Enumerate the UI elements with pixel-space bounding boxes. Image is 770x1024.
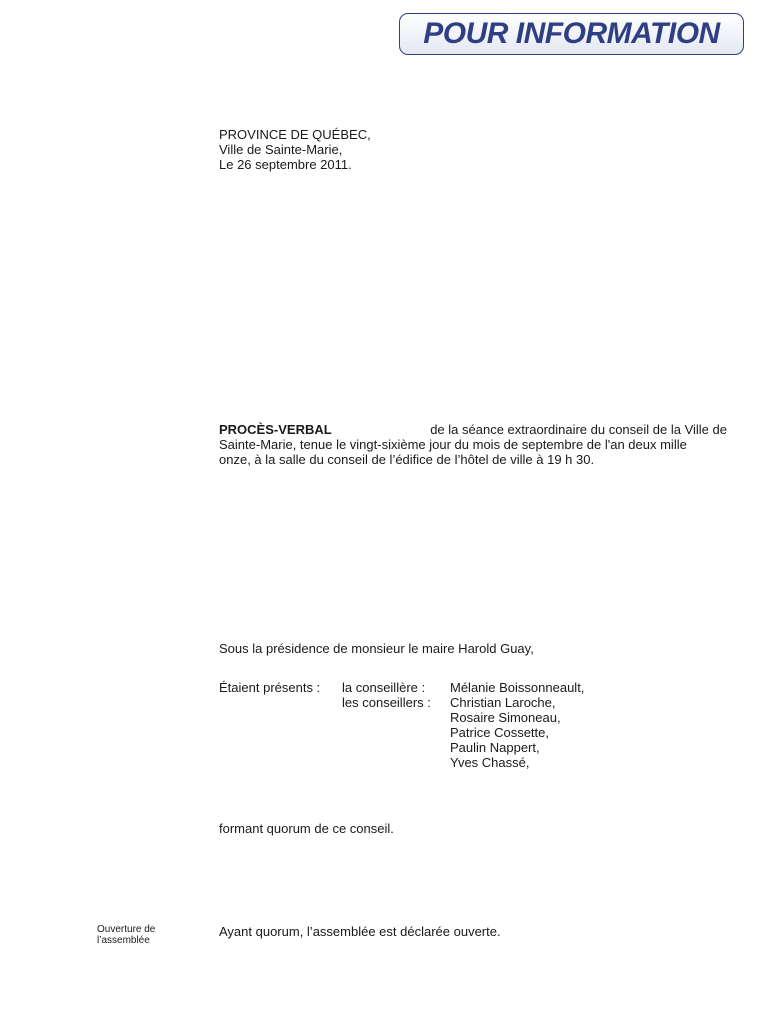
presents-roles [342, 680, 431, 710]
pv-line-3-text: onze, à la salle du conseil de l’édifice de l’hôtel de ville à 19 h 30. [219, 452, 595, 467]
opening-statement: Ayant quorum, l’assemblée est déclarée ouverte. [219, 924, 501, 939]
presents-members [450, 680, 584, 770]
pv-lead: PROCÈS-VERBAL [219, 422, 332, 437]
pv-line-2 [219, 437, 727, 452]
quorum-line: formant quorum de ce conseil. [219, 821, 394, 836]
document-header [219, 127, 371, 172]
member-name: Mélanie Boissonneault, [450, 680, 585, 695]
member-name: Christian Laroche, [450, 695, 556, 710]
pv-line-3 [219, 452, 727, 467]
member-name: Paulin Nappert, [450, 740, 540, 755]
pv-line-1 [219, 422, 727, 437]
header-date: Le 26 septembre 2011. [219, 157, 352, 172]
role-conseillers: les conseillers : [342, 695, 431, 710]
pv-line-2-text: Sainte-Marie, tenue le vingt-sixième jour du mois de septembre de l'an deux mille [219, 437, 687, 452]
presents-label: Étaient présents : [219, 680, 321, 695]
pv-line-1-rest: de la séance extraordinaire du conseil de la Ville de [430, 422, 727, 437]
header-city: Ville de Sainte-Marie, [219, 142, 343, 157]
margin-note-line-2: l’assemblée [97, 935, 150, 946]
member-name: Rosaire Simoneau, [450, 710, 561, 725]
margin-note-line-1: Ouverture de [97, 924, 156, 935]
role-conseillere: la conseillère : [342, 680, 426, 695]
pour-information-stamp [399, 13, 744, 55]
margin-note-ouverture [97, 924, 155, 946]
presidence-line: Sous la présidence de monsieur le maire Harold Guay, [219, 641, 534, 656]
stamp-label: POUR INFORMATION [423, 17, 720, 50]
header-province: PROVINCE DE QUÉBEC, [219, 127, 371, 142]
member-name: Yves Chassé, [450, 755, 530, 770]
member-name: Patrice Cossette, [450, 725, 549, 740]
proces-verbal-paragraph [219, 422, 727, 467]
